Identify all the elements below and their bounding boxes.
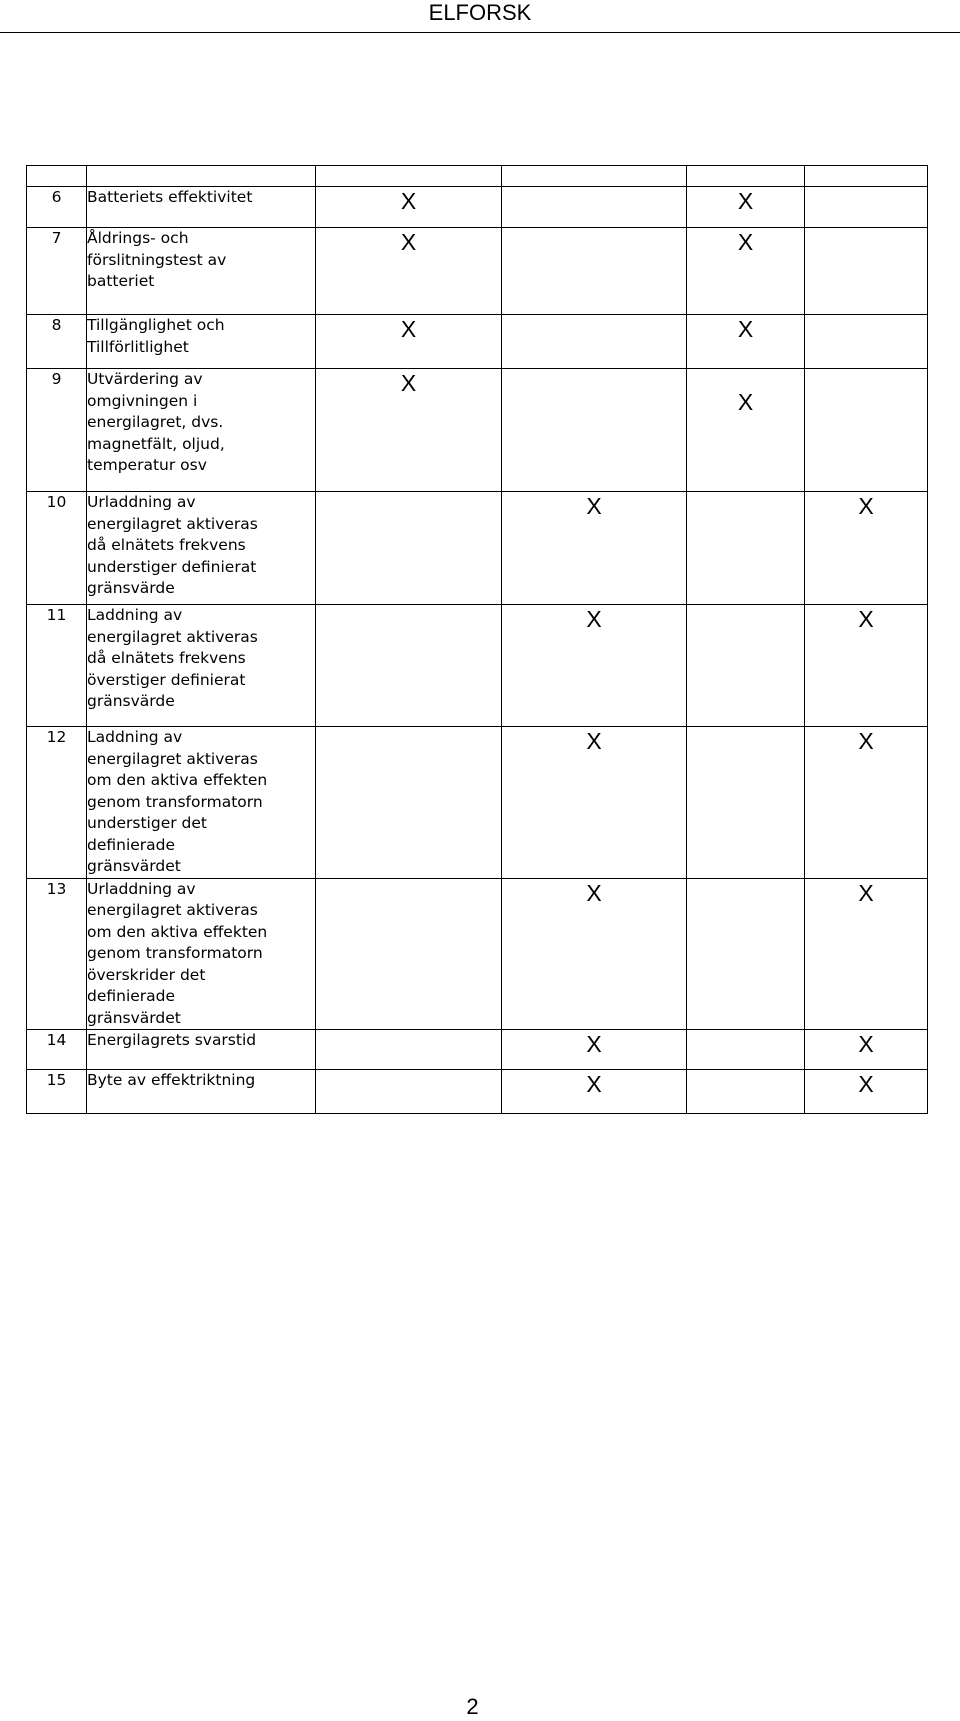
requirements-table-body: [27, 166, 928, 1114]
mark-cell-col-3: [687, 315, 805, 369]
mark-cell-col-2: [502, 727, 687, 879]
mark-cell-col-2: [502, 492, 687, 605]
description-line: Laddning av: [87, 728, 183, 746]
description-line: understiger det: [87, 814, 207, 832]
table-row: [27, 315, 928, 369]
description-line: temperatur osv: [87, 456, 207, 474]
x-mark: X: [737, 188, 754, 214]
row-number: 11: [27, 605, 87, 727]
description-line: batteriet: [87, 272, 155, 290]
x-mark: X: [858, 1031, 874, 1057]
mark-cell-col-4: [805, 727, 928, 879]
x-mark: X: [586, 1031, 602, 1057]
mark-cell-col-1: [316, 187, 502, 228]
row-description: [87, 492, 316, 605]
table-row: [27, 727, 928, 879]
row-number: 12: [27, 727, 87, 879]
description-line: Batteriets effektivitet: [87, 188, 253, 206]
row-description: [87, 228, 316, 315]
mark-cell-col-3: [687, 605, 805, 727]
table-row: [27, 492, 928, 605]
description-line: Tillgänglighet och: [87, 316, 225, 334]
mark-cell-col-4: [805, 1030, 928, 1070]
row-description: [87, 187, 316, 228]
row-number: 9: [27, 369, 87, 492]
mark-cell-col-1: [316, 1070, 502, 1114]
header-cell-col-4: [805, 166, 928, 187]
mark-cell-col-2: [502, 878, 687, 1030]
row-description: [87, 727, 316, 879]
mark-cell-col-1: [316, 228, 502, 315]
mark-cell-col-2: [502, 315, 687, 369]
mark-cell-col-3: [687, 369, 805, 492]
x-mark: X: [858, 493, 874, 519]
mark-cell-col-1: [316, 315, 502, 369]
x-mark: X: [586, 606, 602, 632]
row-description: [87, 878, 316, 1030]
description-line: Laddning av: [87, 606, 183, 624]
row-description: [87, 1030, 316, 1070]
x-mark: X: [586, 879, 602, 906]
x-mark: X: [400, 370, 417, 396]
mark-cell-col-2: [502, 369, 687, 492]
description-line: då elnätets frekvens: [87, 649, 246, 667]
description-line: definierade: [87, 835, 176, 854]
x-mark: X: [737, 389, 754, 415]
requirements-table: [26, 165, 928, 1114]
table-row: [27, 1070, 928, 1114]
description-line: energilagret, dvs.: [87, 413, 224, 431]
table-row: [27, 1030, 928, 1070]
description-line: överskrider det: [87, 965, 206, 984]
header-cell-col-1: [316, 166, 502, 187]
x-mark: X: [737, 229, 754, 255]
x-mark: X: [400, 229, 417, 255]
description-line: energilagret aktiveras: [87, 514, 258, 533]
description-line: gränsvärde: [87, 579, 175, 597]
row-description: [87, 369, 316, 492]
table-row: [27, 228, 928, 315]
row-number: 15: [27, 1070, 87, 1114]
description-line: då elnätets frekvens: [87, 536, 246, 554]
mark-cell-col-2: [502, 605, 687, 727]
row-number: 6: [27, 187, 87, 228]
row-number: 14: [27, 1030, 87, 1070]
description-line: Utvärdering av: [87, 370, 203, 388]
table-row: [27, 878, 928, 1030]
mark-cell-col-2: [502, 187, 687, 228]
description-line: gränsvärdet: [87, 857, 181, 875]
header-title: ELFORSK: [428, 0, 532, 25]
x-mark: X: [586, 493, 602, 519]
mark-cell-col-4: [805, 369, 928, 492]
x-mark: X: [400, 188, 417, 214]
x-mark: X: [586, 728, 602, 754]
mark-cell-col-4: [805, 228, 928, 315]
x-mark: X: [858, 728, 874, 754]
mark-cell-col-1: [316, 878, 502, 1030]
header-cell-col-3: [687, 166, 805, 187]
description-line: Urladdning av: [87, 493, 196, 511]
header-cell-description: [87, 166, 316, 187]
x-mark: X: [400, 316, 417, 342]
description-line: genom transformatorn: [87, 944, 263, 962]
mark-cell-col-2: [502, 1070, 687, 1114]
page-number: 2: [466, 1694, 479, 1719]
row-description: [87, 605, 316, 727]
mark-cell-col-3: [687, 492, 805, 605]
description-line: Urladdning av: [87, 879, 196, 898]
mark-cell-col-3: [687, 878, 805, 1030]
header-cell-number: [27, 166, 87, 187]
mark-cell-col-3: [687, 1030, 805, 1070]
mark-cell-col-3: [687, 727, 805, 879]
row-number: 7: [27, 228, 87, 315]
description-line: definierade: [87, 987, 176, 1005]
description-line: överstiger definierat: [87, 670, 246, 689]
mark-cell-col-4: [805, 1070, 928, 1114]
x-mark: X: [858, 1071, 874, 1097]
description-line: magnetfält, oljud,: [87, 434, 225, 453]
mark-cell-col-4: [805, 878, 928, 1030]
table-row: [27, 187, 928, 228]
row-number: 8: [27, 315, 87, 369]
description-line: Byte av effektriktning: [87, 1071, 256, 1089]
x-mark: X: [586, 1071, 602, 1097]
description-line: energilagret aktiveras: [87, 749, 258, 768]
x-mark: X: [858, 606, 874, 632]
mark-cell-col-3: [687, 228, 805, 315]
mark-cell-col-4: [805, 187, 928, 228]
table-row: [27, 605, 928, 727]
mark-cell-col-3: [687, 187, 805, 228]
mark-cell-col-4: [805, 492, 928, 605]
row-number: 10: [27, 492, 87, 605]
description-line: gränsvärdet: [87, 1008, 181, 1027]
description-line: understiger definierat: [87, 557, 257, 576]
description-line: Tillförlitlighet: [87, 337, 189, 356]
x-mark: X: [858, 879, 874, 906]
x-mark: X: [737, 316, 754, 342]
header-cell-col-2: [502, 166, 687, 187]
page-header: [0, 0, 960, 33]
mark-cell-col-3: [687, 1070, 805, 1114]
mark-cell-col-2: [502, 228, 687, 315]
description-line: gränsvärde: [87, 692, 175, 710]
mark-cell-col-1: [316, 1030, 502, 1070]
description-line: om den aktiva effekten: [87, 771, 268, 789]
description-line: energilagret aktiveras: [87, 901, 258, 919]
table-header-row: [27, 166, 928, 187]
mark-cell-col-1: [316, 369, 502, 492]
mark-cell-col-1: [316, 727, 502, 879]
row-description: [87, 1070, 316, 1114]
mark-cell-col-4: [805, 315, 928, 369]
mark-cell-col-1: [316, 605, 502, 727]
description-line: energilagret aktiveras: [87, 627, 258, 646]
description-line: omgivningen i: [87, 391, 198, 410]
row-description: [87, 315, 316, 369]
mark-cell-col-1: [316, 492, 502, 605]
row-number: 13: [27, 878, 87, 1030]
description-line: förslitningstest av: [87, 250, 227, 269]
table-row: [27, 369, 928, 492]
mark-cell-col-4: [805, 605, 928, 727]
description-line: Energilagrets svarstid: [87, 1031, 257, 1049]
mark-cell-col-2: [502, 1030, 687, 1070]
description-line: genom transformatorn: [87, 792, 263, 811]
description-line: om den aktiva effekten: [87, 922, 268, 941]
description-line: Åldrings- och: [87, 229, 189, 247]
